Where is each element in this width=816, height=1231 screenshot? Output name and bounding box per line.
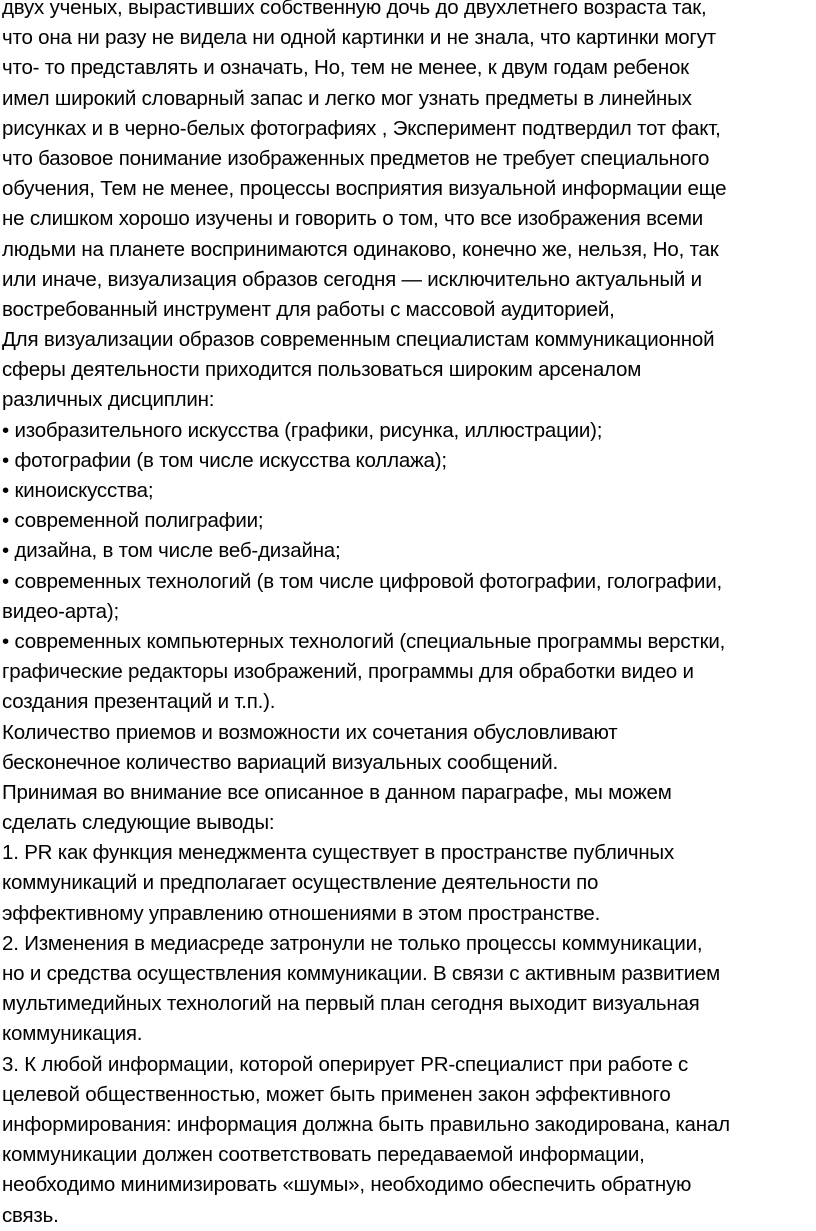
text-line: или иначе, визуализация образов сегодня — исключительно актуальный и [2, 267, 702, 291]
text-line: двух ученых, вырастивших собственную дочь до двухлетнего возраста так, [2, 0, 707, 19]
bullet-item: • киноискусства; [2, 479, 154, 502]
bullet-item: • фотографии (в том числе искусства коллажа); [2, 448, 447, 472]
numbered-item-continuation: коммуникация. [2, 1022, 143, 1046]
bullet-item: • современных технологий (в том числе цифровой фотографии, голографии, [2, 569, 722, 593]
text-line: бесконечное количество вариаций визуальных сообщений. [2, 750, 558, 774]
text-line: различных дисциплин: [2, 388, 215, 412]
bullet-item: • современных компьютерных технологий (специальные программы верстки, [2, 629, 726, 653]
text-line: не слишком хорошо изучены и говорить о том, что все изображения всеми [2, 207, 704, 231]
numbered-item: 3. К любой информации, которой оперирует PR-специалист при работе с [2, 1052, 689, 1076]
text-line: Принимая во внимание все описанное в данном параграфе, мы можем [2, 780, 672, 804]
bullet-item: • современной полиграфии; [2, 509, 264, 533]
numbered-item-continuation: но и средства осуществления коммуникации. В связи с активным развитием [2, 962, 721, 985]
bullet-item-continuation: создания презентаций и т.п.). [2, 690, 276, 714]
paragraph-heading-line: Для визуализации образов современным специалистам коммуникационной [2, 328, 715, 352]
text-line: сферы деятельности приходится пользоваться широким арсеналом [2, 358, 642, 382]
text-line: Количество приемов и возможности их сочетания обусловливают [2, 720, 618, 744]
numbered-item-continuation: информирования: информация должна быть правильно закодирована, канал [2, 1112, 730, 1136]
numbered-item-continuation: мультимедийных технологий на первый план сегодня выходит визуальная [2, 992, 700, 1016]
numbered-item-continuation: целевой общественностью, может быть применен закон эффективного [2, 1082, 671, 1106]
numbered-item-continuation: связь. [2, 1203, 59, 1227]
numbered-item-continuation: коммуникации должен соответствовать передаваемой информации, [2, 1143, 645, 1167]
numbered-item-continuation: необходимо минимизировать «шумы», необходимо обеспечить обратную [2, 1173, 692, 1197]
bullet-item-continuation: графические редакторы изображений, программы для обработки видео и [2, 660, 694, 684]
text-line: рисунках и в черно-белых фотографиях , Эксперимент подтвердил тот факт, [2, 116, 721, 140]
text-line: что- то представлять и означать, Но, тем не менее, к двум годам ребенок [2, 56, 689, 80]
text-line: сделать следующие выводы: [2, 811, 275, 835]
text-line: востребованный инструмент для работы с массовой аудиторией, [2, 297, 615, 321]
text-line: людьми на планете воспринимаются одинаково, конечно же, нельзя, Но, так [2, 237, 719, 261]
text-line: что базовое понимание изображенных предметов не требует специального [2, 146, 710, 170]
numbered-item: 2. Изменения в медиасреде затронули не только процессы коммуникации, [2, 931, 703, 955]
text-line: что она ни разу не видела ни одной картинки и не знала, что картинки могут [2, 26, 716, 50]
text-line: имел широкий словарный запас и легко мог узнать предметы в линейных [2, 86, 692, 110]
text-line: обучения, Тем не менее, процессы восприятия визуальной информации еще [2, 177, 727, 201]
bullet-item: • дизайна, в том числе веб-дизайна; [2, 539, 341, 563]
numbered-item-continuation: эффективному управлению отношениями в этом пространстве. [2, 901, 601, 925]
numbered-item-continuation: коммуникаций и предполагает осуществление деятельности по [2, 871, 599, 895]
numbered-item: 1. PR как функция менеджмента существует в пространстве публичных [2, 841, 675, 865]
bullet-item: • изобразительного искусства (графики, рисунка, иллюстрации); [2, 418, 603, 442]
bullet-item-continuation: видео-арта); [2, 599, 119, 623]
